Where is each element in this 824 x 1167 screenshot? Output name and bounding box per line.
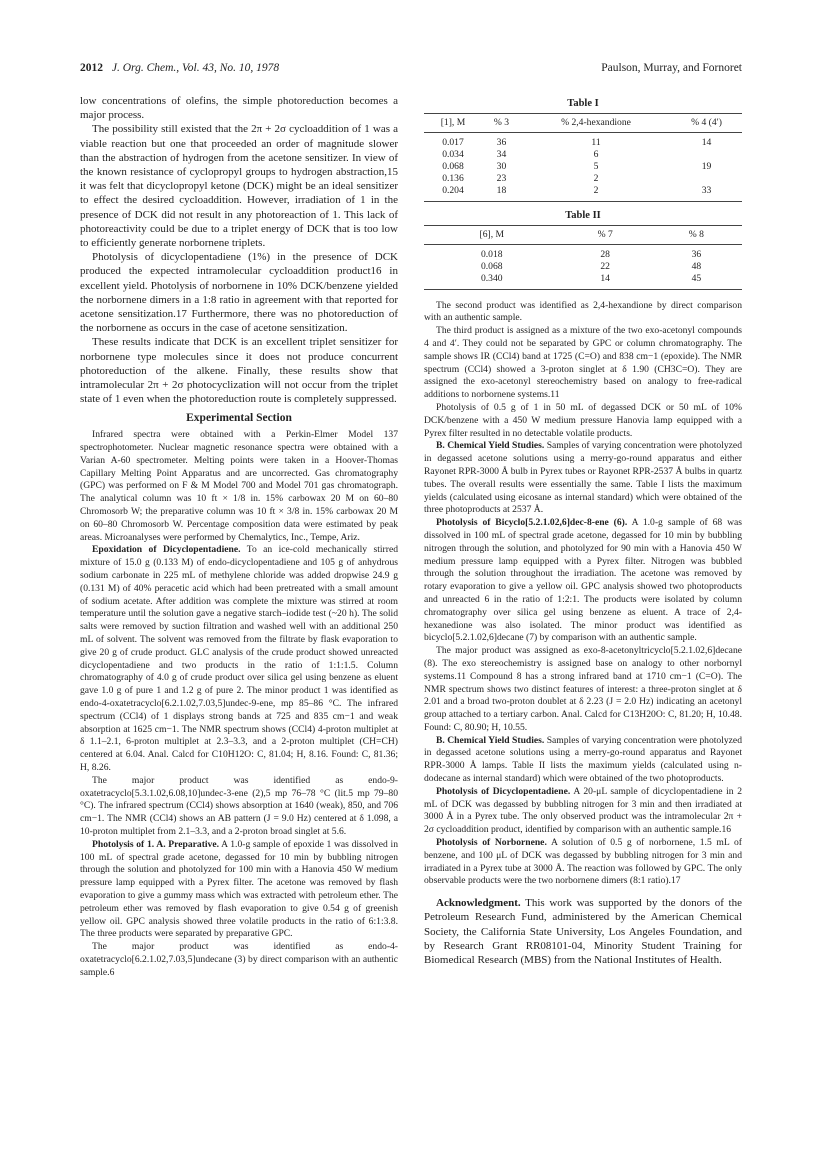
paragraph: The possibility still existed that the 2π + 2σ cycloaddition of 1 was a viable reaction but one that proceeded an order of magnitude slower than the abstraction of hydrogen from the acetone sensitizer. In view of the known resistance of cyclopropyl groups to hydrogen abstraction,15 it was felt that dicyclopropyl ketone (DCK) might be an ideal sensitizer to effect the desired cycloaddition. However, irradiation of 1 in the presence of DCK did not result in any photoreaction of 1. This lack of photoreactivity could be due to a triplet energy of DCK that is too low to efficiently generate norbornene triplets. [80,123,398,250]
paragraph: Photolysis of 0.5 g of 1 in 50 mL of degassed DCK or 50 mL of 10% DCK/benzene with a 450 W medium pressure Hanovia lamp equipped with a Pyrex filter resulted in no detectable volatile products. [424,401,742,439]
table-title: Table II [565,209,601,221]
paragraph: The third product is assigned as a mixture of the two exo-acetonyl compounds 4 and 4′. They could not be separated by GPC or column chromatography. The sample shows IR (CCl4) band at 1725 (C=O) and 838 cm−1 (epoxide). The NMR spectrum (CCl4) showed a 3-proton singlet at δ 1.90 (CH3C=O). They are assigned the exo-acetonyl stereochemistry based on analogy to free-radical additions to norbornene systems.11 [424,325,742,401]
paragraph: The major product was identified as endo-9-oxatetracyclo[5.3.1.02,6.08,10]undec-3-ene (2),5 mp 76–78 °C (lit.5 mp 79–80 °C). The infrared spectrum (CCl4) shows absorption at 1640 (weak), 850, and 706 cm−1. The NMR (CCl4) shows an AB pattern (J = 9.0 Hz) centered at δ 1.098, a 10-proton multiplet from 2.1–3.3, and a 2-proton broad singlet at 5.6. [80,774,398,837]
table-cell: 0.068 [442,160,464,172]
column-header: % 3 [482,113,521,132]
table-cell: 28 [600,248,610,260]
table-row [424,173,742,185]
table-cell: 48 [691,260,702,272]
table-cell: 11 [591,136,601,148]
table-cell: 0.068 [480,260,503,272]
table-cell: 36 [496,136,507,148]
table-cell: 33 [671,185,742,202]
table-header-row [424,113,742,132]
run-in-heading: B. Chemical Yield Studies. [436,440,545,452]
table-2 [424,225,742,290]
column-header: % 4 (4′) [671,113,742,132]
paragraph [424,440,742,517]
column-header: % 8 [651,225,742,244]
run-in-heading: Photolysis of Bicyclo[5.2.1.02,6]dec-8-ene (6). [436,517,628,529]
left-column [80,94,398,980]
table-title: Table I [567,98,599,109]
paragraph: The major product was identified as endo-4-oxatetracyclo[6.2.1.02,7.03,5]undecane (3) by direct comparison with an authentic sample.6 [80,941,398,978]
table-cell: 0.136 [442,172,464,184]
right-column [424,94,742,967]
column-header: % 2,4-hexandione [521,113,671,132]
table-row [424,132,742,149]
table-cell: 14 [560,273,651,290]
paragraph-text: To an ice-cold mechanically stirred mixture of 15.0 g (0.133 M) of endo-dicyclopentadiene and 105 g of anhydrous sodium carbonate in 225 mL of methylene chloride was added dropwise 24.9 g (0.131 M) of 40% peracetic acid which had been pretreated with a small amount of sodium acetate. After addition was complete the mixture was stirred at room temperature until the solution gave a negative starch–iodide test (~20 h). The solid salts were removed by suction filtration and washed well with an additional 250 mL of solvent. The solvent was removed from the filtrate by flask evaporation to give 20 g of crude product. GLC analysis of the crude product showed unreacted dicyclopentadiene and two products in the ratio of 1:1:1.5. Column chromatography of 4.0 g of crude product over silica gel using benzene as eluent gave 1.0 g of pure 1 and 1.2 g of pure 2. The minor product 1 was identified as endo-4-oxatetracyclo[6.2.1.02,7.03,5]undec-9-ene, mp 85–86 °C. The infrared spectrum (CCl4) of 1 displays strong bands at 725 and 835 cm−1 and weak absorption at 1625 cm−1. The NMR spectrum shows (CCl4) 4-proton multiplet at δ 1.1–2.1, 6-proton multiplet at 2.3–3.3, and a 2-proton multiplet (CH=CH) centered at 6.04. Anal. Calcd for C10H12O: C, 81.04; H, 8.16. Found: C, 81.36; H, 8.26. [80,544,399,773]
paragraph: The second product was identified as 2,4-hexandione by direct comparison with an authentic sample. [424,299,742,324]
column-header: [1], M [424,113,482,132]
table-cell: 14 [701,136,712,148]
table-cell: 34 [496,148,507,160]
table-cell: 23 [496,172,507,184]
paragraph: Photolysis of dicyclopentadiene (1%) in the presence of DCK produced the expected intramolecular cycloaddition product16 in excellent yield. Photolysis of norbornene in 10% DCK/benzene yielded the norbornene dimers in a 1:8 ratio in agreement with that reported for acetone sensitization.17 Furthermore, there was no photoreduction of the norbornene as occurs in the case of acetone sensitization. [80,251,398,335]
paragraph [424,837,742,888]
table-row [424,149,742,161]
paragraph [424,786,742,837]
paragraph [424,735,742,786]
paragraph-text: A 20-μL sample of dicyclopentadiene in 2 mL of DCK was degassed by bubbling nitrogen for 3 min and then irradiated at 3000 Å in a Pyrex tube. The only observed product was the intramolecular 2π + 2σ cycloaddition product, identified by comparison with an authentic sample.16 [424,785,742,836]
table-cell: 18 [482,185,521,202]
paragraph: Infrared spectra were obtained with a Perkin-Elmer Model 137 spectrophotometer. Nuclear magnetic resonance spectra were obtained with a Varian A-60 spectrometer. Melting points were taken in a Hoover-Thomas Capillary Melting Point Apparatus and are uncorrected. Gas chromatography (GPC) was performed on F & M Model 700 and Model 701 gas chromatograph. The analytical column was 10 ft × 1/8 in. 15% carbowax 20 M on 60–80 Chromosorb W; the preparative column was 10 ft × 3/8 in. 15% carbowax 20 M on 60–80 Chromosorb W. Percentage composition data were estimated by peak areas. Microanalyses were performed by Chemalytics, Inc., Tempe, Ariz. [80,429,398,543]
run-in-heading: Photolysis of Dicyclopentadiene. [436,785,571,797]
running-authors: Paulson, Murray, and Fornoret [601,62,742,74]
table-cell: 36 [691,248,702,260]
paragraph [424,517,742,645]
table-row [424,273,742,290]
table-cell: 22 [600,260,610,272]
run-in-heading: Photolysis of Norbornene. [436,837,547,849]
paragraph: The major product was assigned as exo-8-acetonyltricyclo[5.2.1.02,6]decane (8). The exo stereochemistry is assigned base on analogy to other norbornyl systems.11 Compound 8 has a strong infrared band at 1710 cm−1 (C=O). The NMR spectrum shows two distinct features of interest: a three-proton singlet at δ 2.01 and a broad two-proton doublet at δ 2.23 (J = 2.0 Hz) indicating an acetonyl group attached to a tertiary carbon. Anal. Calcd for C13H20O: C, 81.20; H, 10.48. Found: C, 80.90; H, 10.55. [424,645,742,733]
table-cell [671,149,742,161]
paragraph [80,544,398,774]
acknowledgment-text: This work was supported by the donors of the Petroleum Research Fund, administered by the American Chemical Society, the California State University, Los Angeles Foundation, and by Research Grant RR08101-04, Minority Student Training for Biomedical Research (MBS) from the National Institutes of Health. [424,897,742,967]
paragraph: low concentrations of olefins, the simple photoreduction becomes a major process. [80,95,398,122]
table-cell: 45 [651,273,742,290]
table-cell: 0.018 [480,248,503,260]
table-cell: 0.204 [424,185,482,202]
column-header: [6], M [424,225,560,244]
table-cell: 0.017 [442,136,464,148]
table-header-row [424,225,742,244]
table-row [424,185,742,202]
table-row [424,261,742,273]
table-cell [671,173,742,185]
table-cell: 19 [701,160,712,172]
table-cell: 6 [593,148,599,160]
table-row [424,244,742,261]
run-in-heading: B. Chemical Yield Studies. [436,734,545,746]
page-header [80,60,742,76]
paragraph-text: Samples of varying concentration were photolyzed in degassed acetone solutions using a merry-go-round apparatus and either Rayonet RPR-3000 Å bulb in Pyrex tubes or Rayonet RPR-2537 Å bulbs in quartz tubes. The overall results were essentially the same. Table I lists the maximum yields (calculated using eicosane as internal standard) which were obtained of the three photoproducts at 2537 Å. [424,440,742,516]
table-row [424,161,742,173]
acknowledgment [424,896,742,967]
paragraph: These results indicate that DCK is an excellent triplet sensitizer for norbornene type molecules since it does not produce concurrent photoreduction of the alkene. Finally, these results show that intramolecular 2π + 2σ photocyclization will not occur from the triplet state of 1 even when the photoreduction route is completely suppressed. [80,336,398,406]
paragraph-text: A 1.0-g sample of epoxide 1 was dissolved in 100 mL of spectral grade acetone, degassed for 10 min by bubbling nitrogen through the solution and photolyzed for 100 min with a Hanovia 450 W medium pressure lamp equipped with a Pyrex filter. The acetone was removed by flash evaporation to give a gummy mass which was extracted with petroleum ether. The petroleum ether was removed by flash evaporation to give 0.54 g of greenish yellow oil. GPC analysis showed three volatile products in the ratio of 6:1:3.8. The three products were separated by preparative GPC. [80,838,398,940]
paragraph-text: A solution of 0.5 g of norbornene, 1.5 mL of benzene, and 100 μL of DCK was degassed by bubbling nitrogen for 3 min and irradiated in a Pyrex tube at 3000 Å. The reaction was followed by GPC. The only observable products were the two norbornene dimers (8:1 ratio).17 [424,837,743,887]
table-cell: 0.340 [424,273,560,290]
column-header: % 7 [560,225,651,244]
table-1 [424,113,742,202]
discussion-block [80,94,398,406]
table-cell: 2 [521,185,671,202]
journal-citation: J. Org. Chem., Vol. 43, No. 10, 1978 [111,62,280,74]
table-cell: 5 [593,160,599,172]
table-cell: 0.034 [442,148,464,160]
section-heading: Experimental Section [186,412,292,425]
paragraph [80,839,398,941]
page-number: 2012 [80,62,103,74]
run-in-heading: Acknowledgment. [436,897,521,910]
run-in-heading: Photolysis of 1. A. Preparative. [92,838,220,850]
paragraph-text: A 1.0-g sample of 68 was dissolved in 100 mL of spectral grade acetone, degassed for 10 min by bubbling nitrogen through the solution, and photolyzed for 90 min with a Hanovia 450 W medium pressure lamp equipped with a Pyrex filter. Nitrogen was bubbled through the solution throughout the irradiation. The acetone was removed by rotary evaporation to give a yellow oil. GPC analysis showed two photoproducts and unreacted 6 in the ratio of 1:2:1. The products were isolated by column chromatography over silica gel using benzene as eluent. A trace of 2,4-hexanedione was also isolated. The minor product was identified as bicyclo[5.2.1.02,6]decane (7) by comparison with an authentic sample. [424,517,742,644]
run-in-heading: Epoxidation of Dicyclopentadiene. [92,544,241,556]
table-cell: 2 [593,172,599,184]
paragraph-text: Samples of varying concentration were photolyzed in degassed acetone solutions using a merry-go-round apparatus and Rayonet RPR-3000 Å lamps. Table II lists the maximum yields (calculated using n-dodecane as internal standard) which were obtained of the two photoproducts. [424,734,742,785]
table-cell: 30 [496,160,507,172]
